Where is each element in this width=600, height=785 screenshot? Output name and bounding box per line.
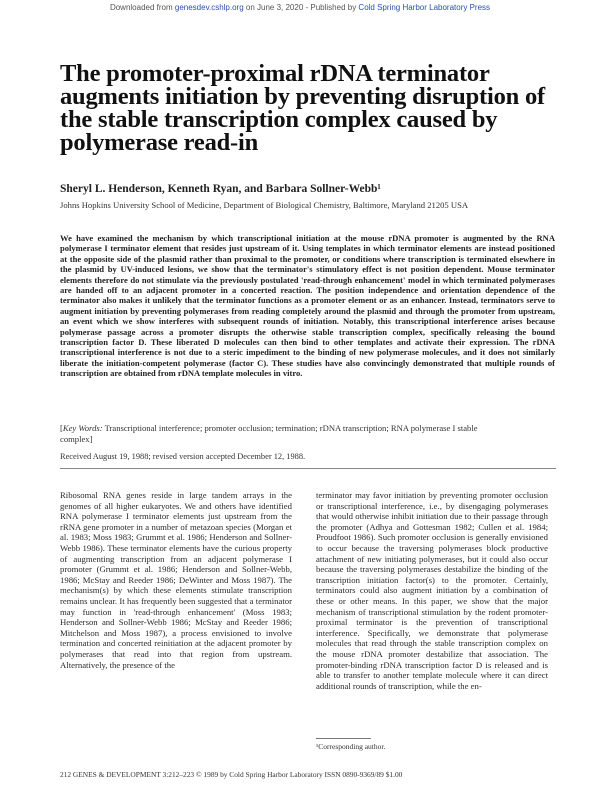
keywords-text: Transcriptional interference; promoter occlusion; termination; rDNA transcription; RNA polymerase I stable complex] (60, 423, 478, 444)
download-banner (0, 3, 600, 12)
body-column-left: Ribosomal RNA genes reside in large tandem arrays in the genomes of all higher eukaryotes. We and others have identified RNA polymerase I terminator elements just upstream from the rRNA gene promoter in a number of metazoan species (Morgan et al. 1983; Moss 1983; Grummt et al. 1986; Henderson and Sollner-Webb 1986). These terminator elements have the curious property of augmenting transcription from an adjacent polymerase I promoter (Grummt et al. 1986; Henderson and Sollner-Webb, 1986; McStay and Reeder 1986; DeWinter and Moss 1987). The mechanism(s) by which these elements stimulate transcription remains unclear. It has frequently been suggested that a terminator may function in 'read-through enhancement' (Moss 1983; Henderson and Sollner-Webb 1986; McStay and Reeder 1986; Mitchelson and Moss 1987), a process envisioned to involve termination and concerted reinitiation at the adjacent promoter by polymerases that read into that region from upstream. Alternatively, the presence of the (60, 490, 292, 670)
site-link[interactable]: genesdev.cshlp.org (174, 3, 244, 12)
publisher-link[interactable]: Cold Spring Harbor Laboratory Press (358, 3, 491, 12)
article-title: The promoter-proximal rDNA terminator augments initiation by preventing disruption of the stable transcription complex caused by polymerase read-in (60, 60, 545, 156)
footnote-divider (316, 738, 371, 739)
footnote: ¹Corresponding author. (316, 742, 386, 751)
author-list: Sheryl L. Henderson, Kenneth Ryan, and Barbara Sollner-Webb¹ (60, 183, 381, 195)
affiliation: Johns Hopkins University School of Medicine, Department of Biological Chemistry, Baltimore, Maryland 21205 USA (60, 200, 469, 210)
banner-prefix: Downloaded from (109, 3, 175, 12)
abstract: We have examined the mechanism by which transcriptional initiation at the mouse rDNA promoter is augmented by the RNA polymerase I terminator element that resides just upstream of it. Using templates in which terminator elements are instead positioned at the opposite side of the plasmid rather than proximal to the promoter, or conditions where transcription is terminated elsewhere in the plasmid by UV-induced lesions, we show that the terminator's stimulatory effect is not position dependent. Mouse terminator elements therefore do not stimulate via the previously postulated 'read-through enhancement' model in which terminated polymerases are handed off to an adjacent promoter in a concerted reaction. The position independence and orientation dependence of the terminator also makes it unlikely that the terminator functions as a promoter element or as an enhancer. Instead, terminators serve to augment initiation by preventing polymerases from reading completely around the plasmid and through the promoter from upstream, an event which we show interferes with subsequent rounds of initiation. Notably, this transcriptional interference arises because polymerase passage across a promoter disrupts the otherwise stable transcription complex, specifically releasing the bound transcription factor D. These liberated D molecules can then bind to other templates and activate their expression. The rDNA transcriptional interference is not due to a steric impediment to the binding of new polymerase molecules, and it does not similarly liberate the initiation-competent polymerase (factor C). These studies have also convincingly demonstrated that multiple rounds of transcription are obtained from rDNA template molecules in vitro. (60, 233, 555, 379)
banner-middle: on June 3, 2020 - Published by (243, 3, 359, 12)
keywords-label: Key Words: (62, 423, 103, 433)
page-footer: 212 GENES & DEVELOPMENT 3:212–223 © 1989 by Cold Spring Harbor Laboratory ISSN 0890-9369/89 $1.00 (60, 770, 403, 779)
received-date: Received August 19, 1988; revised version accepted December 12, 1988. (60, 452, 306, 461)
keywords: [Key Words: Transcriptional interference; promoter occlusion; termination; rDNA transcription; RNA polymerase I stable complex] (60, 423, 478, 444)
section-divider (60, 468, 556, 469)
body-column-right: terminator may favor initiation by preventing promoter occlusion or transcriptional interference, i.e., by disengaging polymerases that would otherwise inhibit initiation due to their passage through the promoter (Adhya and Gottesman 1982; Cullen et al. 1984; Proudfoot 1986). Such promoter occlusion is generally envisioned to occur because the traversing polymerases block productive attachment of new initiating polymerases, but it could also occur because the traversing polymerases destabilize the binding of the transcription initiation factor(s) to the promoter. Certainly, terminators could also augment initiation by a combination of these or other means. In this paper, we show that the major mechanism of transcriptional stimulation by the rodent promoter-proximal terminator is the prevention of transcriptional interference. Specifically, we demonstrate that polymerase molecules that read through the stable transcription complex on the mouse rDNA promoter destabilize that association. The promoter-binding rDNA transcription factor D is released and is able to transfer to another template molecule where it can direct additional rounds of transcription, while the en- (316, 490, 548, 691)
